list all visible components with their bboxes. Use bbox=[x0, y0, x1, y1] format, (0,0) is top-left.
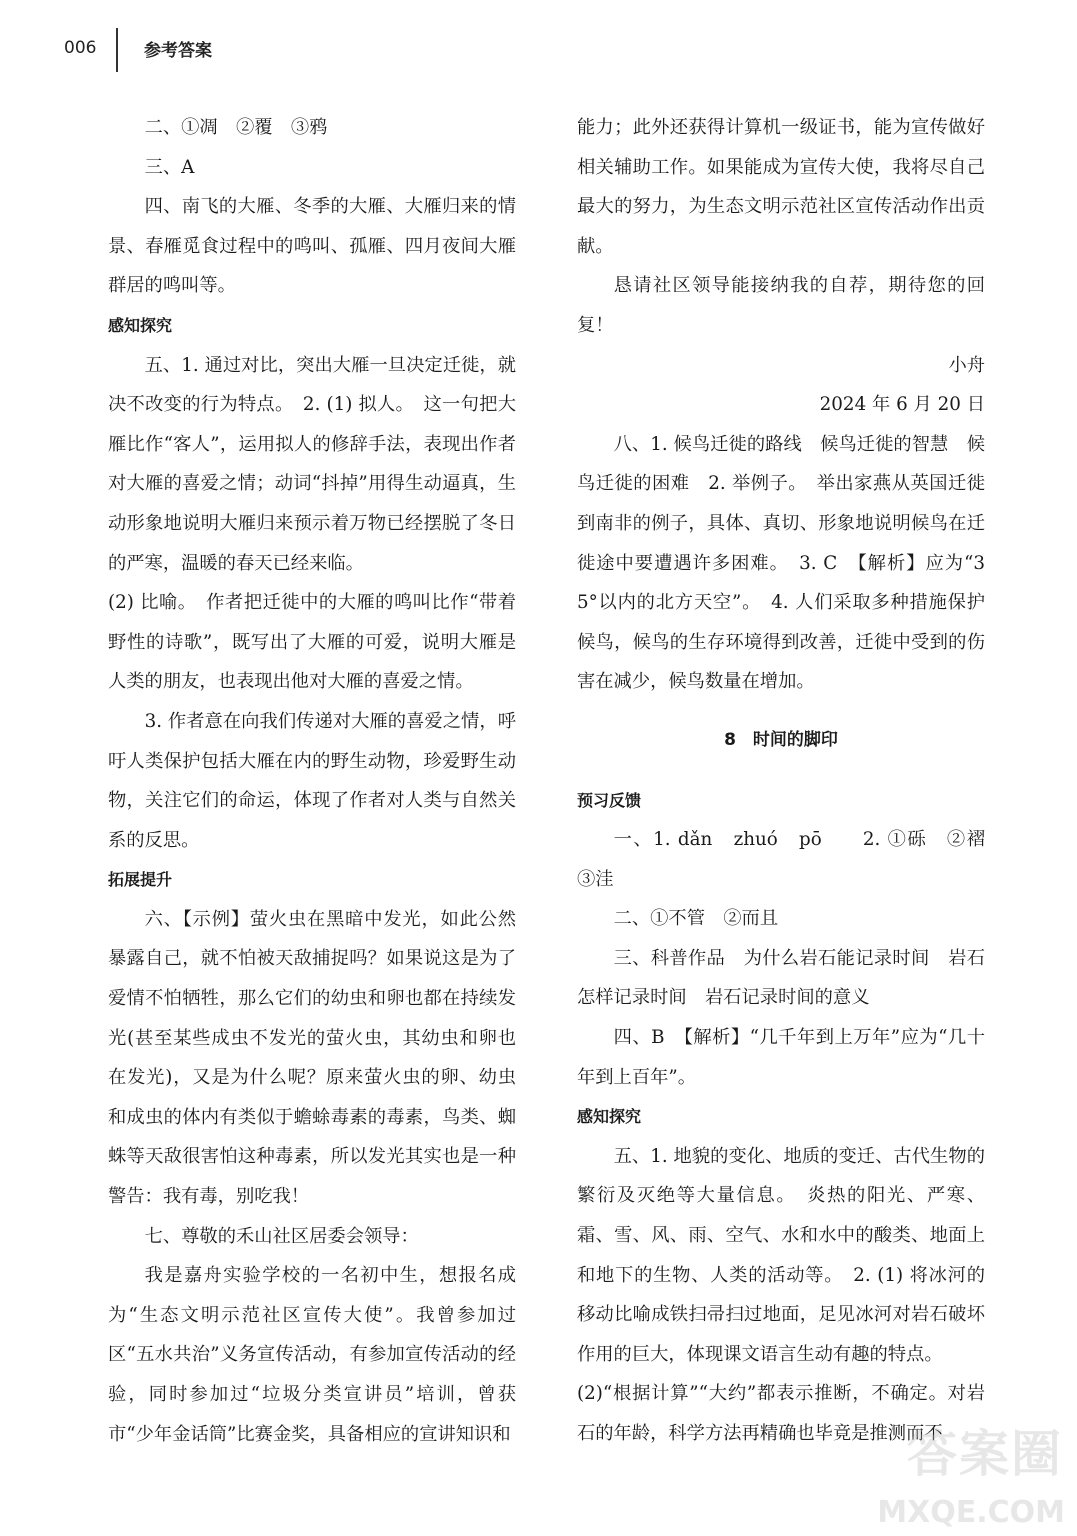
left-column bbox=[108, 108, 516, 1454]
section-heading-perception: 感知探究 bbox=[108, 315, 173, 335]
header-title: 参考答案 bbox=[144, 41, 212, 61]
watermark-text-cn: 答案圈 bbox=[907, 1425, 1063, 1483]
lesson8-answer-4: 四、B 【解析】“几千年到上万年”应为“几十年到上百年”。 bbox=[577, 1027, 985, 1088]
answer-6: 六、【示例】萤火虫在黑暗中发光，如此公然暴露自己，就不怕被天敌捕捉吗？如果说这是为了爱情不怕牺牲，那么它们的幼虫和卵也都在持续发光(甚至某些成虫不发光的萤火虫，其幼虫和卵也在发光)，又是为什么呢？原来萤火虫的卵、幼虫和成虫的体内有类似于蟾蜍毒素的毒素，鸟类、蜘蛛等天敌很害怕这种毒素，所以发光其实也是一种警告：我有毒，别吃我！ bbox=[108, 908, 516, 1208]
answer-8: 八、1. 候鸟迁徙的路线 候鸟迁徙的智慧 候鸟迁徙的困难 2. 举例子。 举出家燕从英国迁徙到南非的例子，具体、真切、形象地说明候鸟在迁徙途中要遭遇许多困难。 3. C 【解析】应为“35°以内的北方天空”。 4. 人们采取多种措施保护候鸟，候鸟的生存环境得到改善，迁徙中受到的伤害在减少，候鸟数量在增加。 bbox=[577, 433, 985, 693]
answer-2: 二、①凋 ②覆 ③鸦 bbox=[144, 117, 328, 138]
lesson8-answer-3: 三、科普作品 为什么岩石能记录时间 岩石怎样记录时间 岩石记录时间的意义 bbox=[577, 947, 985, 1009]
lesson8-answer-2: 二、①不管 ②而且 bbox=[613, 908, 779, 930]
watermark-logo bbox=[877, 1414, 1069, 1530]
letter-date: 2024 年 6 月 20 日 bbox=[819, 394, 985, 416]
answer-4: 四、南飞的大雁、冬季的大雁、大雁归来的情景、春雁觅食过程中的鸣叫、孤雁、四月夜间大雁群居的鸣叫等。 bbox=[108, 196, 516, 297]
page-number: 006 bbox=[64, 38, 97, 58]
right-column bbox=[577, 108, 1004, 1454]
answer-7-body: 我是嘉舟实验学校的一名初中生，想报名成为“生态文明示范社区宣传大使”。我曾参加过区“五水共治”义务宣传活动，有参加宣传活动的经验，同时参加过“垃圾分类宣讲员”培训，曾获市“少年金话筒”比赛金奖，具备相应的宣讲知识和 bbox=[108, 1265, 516, 1445]
header-divider bbox=[116, 28, 118, 72]
answer-3: 三、A bbox=[144, 156, 195, 178]
section-heading-perception-2: 感知探究 bbox=[577, 1107, 642, 1127]
letter-signature: 小舟 bbox=[948, 354, 985, 376]
answer-7-salutation: 七、尊敬的禾山社区居委会领导： bbox=[144, 1225, 419, 1247]
lesson8-answer-5-2: (2)“根据计算”“大约”都表示推断，不确定。对岩石的年龄，科学方法再精确也毕竟是推测而不 bbox=[577, 1383, 985, 1444]
lesson8-answer-1: 一、1. dǎn zhuó pō 2. ①砾 ②褶 ③洼 bbox=[577, 829, 1004, 890]
lesson-title: 8 时间的脚印 bbox=[724, 729, 838, 750]
answer-5: 五、1. 通过对比，突出大雁一旦决定迁徙，就决不改变的行为特点。 2. (1) 拟人。 这一句把大雁比作“客人”，运用拟人的修辞手法，表现出作者对大雁的喜爱之情；动词“抖掉”用得生动逼真，生动形象地说明大雁归来预示着万物已经摆脱了冬日的严寒，温暖的春天已经来临。 bbox=[108, 354, 516, 574]
section-heading-preview: 预习反馈 bbox=[577, 790, 642, 810]
answer-5-2: (2) 比喻。 作者把迁徙中的大雁的鸣叫比作“带着野性的诗歌”，既写出了大雁的可爱，说明大雁是人类的朋友，也表现出他对大雁的喜爱之情。 bbox=[108, 592, 516, 693]
answer-5-3: 3. 作者意在向我们传递对大雁的喜爱之情，呼吁人类保护包括大雁在内的野生动物，珍爱野生动物，关注它们的命运，体现了作者对人类与自然关系的反思。 bbox=[108, 710, 516, 851]
watermark-text-en: MXQE.COM bbox=[877, 1495, 1065, 1530]
answer-7-body-cont: 能力；此外还获得计算机一级证书，能为宣传做好相关辅助工作。如果能成为宣传大使，我将尽自己最大的努力，为生态文明示范社区宣传活动作出贡献。 bbox=[577, 117, 985, 257]
section-heading-extension: 拓展提升 bbox=[108, 870, 173, 890]
lesson8-answer-5: 五、1. 地貌的变化、地质的变迁、古代生物的繁衍及灭绝等大量信息。 炎热的阳光、严寒、霜、雪、风、雨、空气、水和水中的酸类、地面上和地下的生物、人类的活动等。 2. (1) 将冰河的移动比喻成铁扫帚扫过地面，足见冰河对岩石破坏作用的巨大，体现课文语言生动有趣的特点。 bbox=[577, 1145, 985, 1365]
answer-7-closing: 恳请社区领导能接纳我的自荐，期待您的回复！ bbox=[577, 275, 985, 336]
